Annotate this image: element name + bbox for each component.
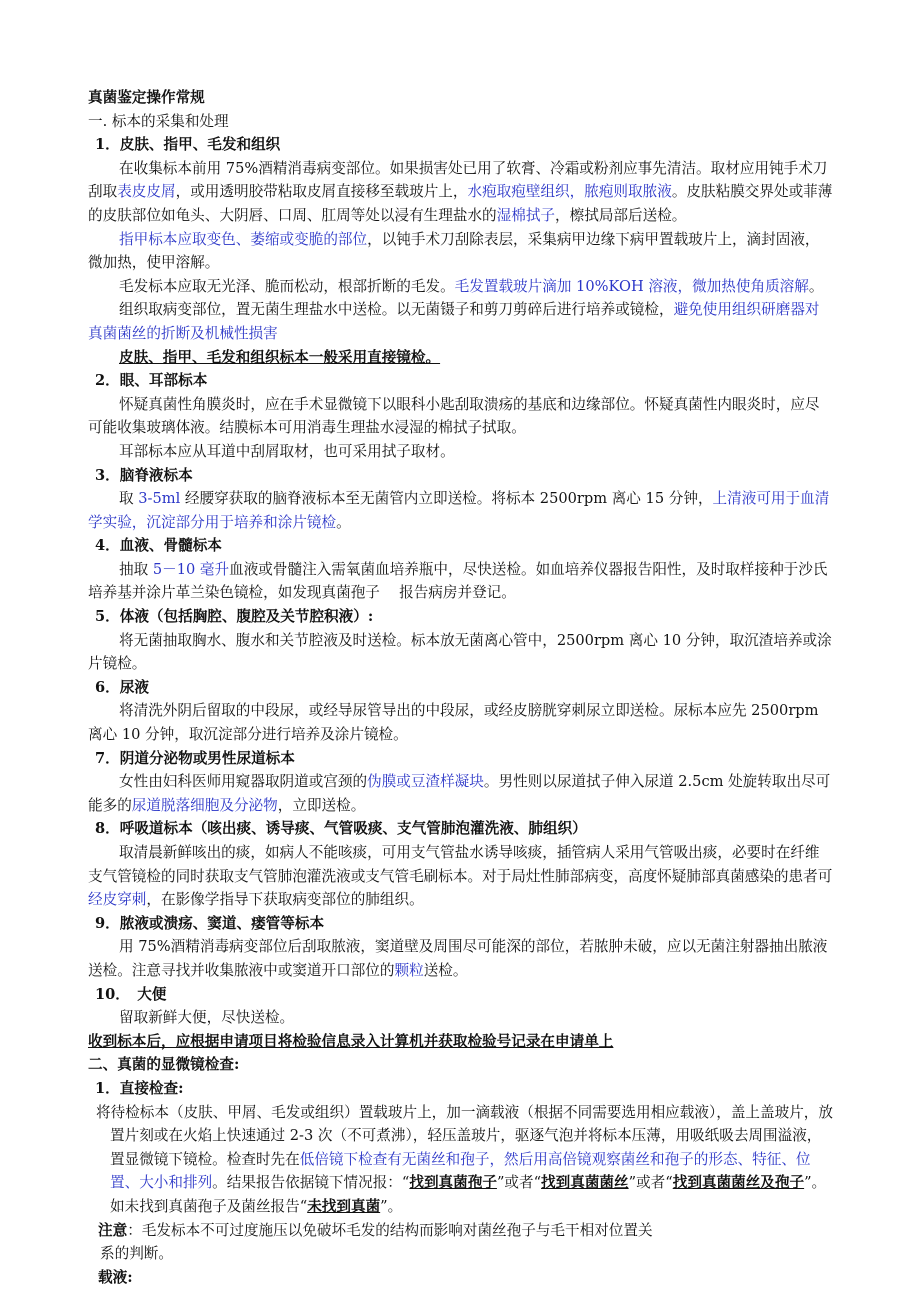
paragraph-csf: 取 3-5ml 经腰穿获取的脑脊液标本至无菌管内立即送检。将标本 2500rpm 离心 15 分钟，上清液可用于血清学实验，沉淀部分用于培养和涂片镜检。 xyxy=(88,490,830,531)
direct-exam-heading: 1．直接检查: xyxy=(95,1079,184,1097)
paragraph-hair: 毛发标本应取无光泽、脆而松动，根部折断的毛发。毛发置载玻片滴加 10%KOH 溶液，微加热使角质溶解。 xyxy=(119,277,824,295)
paragraph-pus: 用 75%酒精消毒病变部位后刮取脓液，窦道壁及周围尽可能深的部位，若脓肿未破，应以无菌注射器抽出脓液送检。注意寻找并收集脓液中或窦道开口部位的颗粒送检。 xyxy=(88,938,828,979)
document-page xyxy=(88,86,834,1289)
note-paragraph: 注意：毛发标本不可过度施压以免破坏毛发的结构而影响对菌丝孢子与毛干相对位置关 xyxy=(98,1221,653,1239)
subsection-5-heading: 5．体液（包括胸腔、腹腔及关节腔积液）: xyxy=(95,608,374,626)
paragraph-nail: 指甲标本应取变色、萎缩或变脆的部位，以钝手术刀刮除表层，采集病甲边缘下病甲置载玻片上，滴封固液，微加热，使甲溶解。 xyxy=(88,230,820,272)
document-title: 真菌鉴定操作常规 xyxy=(88,89,205,106)
subsection-9-heading: 9．脓液或溃疡、窦道、瘘管等标本 xyxy=(95,914,325,932)
subsection-7-heading: 7．阴道分泌物或男性尿道标本 xyxy=(95,749,295,767)
subsection-6-heading: 6．尿液 xyxy=(95,678,149,696)
paragraph-skin: 在收集标本前用 75%酒精消毒病变部位。如果损害处已用了软膏、冷霜或粉剂应事先清洁。取材应用钝手术刀刮取表皮皮屑，或用透明胶带粘取皮屑直接移至载玻片上，水疱取疱壁组织，脓疱则取脓液。皮肤粘膜交界处或菲薄的皮肤部位如龟头、大阴唇、口周、肛周等处以浸有生理盐水的湿棉拭子，檫拭局部后送检。 xyxy=(88,159,833,224)
subsection-8-heading: 8．呼吸道标本（咳出痰、诱导痰、气管吸痰、支气管肺泡灌洗液、肺组织） xyxy=(95,820,587,838)
note-paragraph-continued: 系的判断。 xyxy=(100,1245,173,1263)
paragraph-urine: 将清洗外阴后留取的中段尿，或经导尿管导出的中段尿，或经皮膀胱穿刺尿立即送检。尿标本应先 2500rpm 离心 10 分钟，取沉淀部分进行培养及涂片镜检。 xyxy=(88,702,819,744)
paragraph-eye: 怀疑真菌性角膜炎时，应在手术显微镜下以眼科小匙刮取溃疡的基底和边缘部位。怀疑真菌性内眼炎时，应尽可能收集玻璃体液。结膜标本可用消毒生理盐水浸湿的棉拭子拭取。 xyxy=(88,395,820,437)
summary-direct-microscopy: 皮肤、指甲、毛发和组织标本一般采用直接镜检。 xyxy=(119,348,441,366)
paragraph-stool: 留取新鲜大便，尽快送检。 xyxy=(119,1009,295,1027)
section-1-heading: 一. 标本的采集和处理 xyxy=(88,112,229,130)
carrier-liquid-heading: 载液: xyxy=(98,1268,133,1286)
section-2-heading: 二、真菌的显微镜检查: xyxy=(88,1056,240,1074)
subsection-4-heading: 4．血液、骨髓标本 xyxy=(95,537,222,555)
paragraph-direct-exam: 将待检标本（皮肤、甲屑、毛发或组织）置载玻片上，加一滴载液（根据不同需要选用相应载液），盖上盖玻片，放置片刻或在火焰上快速通过 2-3 次（不可煮沸），轻压盖玻片，驱逐气泡并将标本压薄，用吸纸吸去周围溢液，置显微镜下镜检。检查时先在低倍镜下检查有无菌丝和孢子，然后用高倍镜观察菌丝和孢子的形态、特征、位置、大小和排列。结果报告依据镜下情况报：“找到真菌孢子”或者“找到真菌菌丝”或者“找到真菌菌丝及孢子”。如未找到真菌孢子及菌丝报告“未找到真菌”。 xyxy=(96,1103,833,1215)
paragraph-vaginal: 女性由妇科医师用窥器取阴道或宫颈的伪膜或豆渣样凝块。男性则以尿道拭子伸入尿道 2.5cm 处旋转取出尽可能多的尿道脱落细胞及分泌物，立即送检。 xyxy=(88,773,831,814)
paragraph-respiratory: 取清晨新鲜咳出的痰，如病人不能咳痰，可用支气管盐水诱导咳痰，插管病人采用气管吸出痰，必要时在纤维支气管镜检的同时获取支气管肺泡灌洗液或支气管毛刷标本。对于局灶性肺部病变，高度怀疑肺部真菌感染的患者可经皮穿刺，在影像学指导下获取病变部位的肺组织。 xyxy=(88,844,833,909)
paragraph-body-fluid: 将无菌抽取胸水、腹水和关节腔液及时送检。标本放无菌离心管中，2500rpm 离心 10 分钟，取沉渣培养或涂片镜检。 xyxy=(88,631,832,673)
subsection-1-heading: 1．皮肤、指甲、毛发和组织 xyxy=(95,136,281,154)
subsection-3-heading: 3．脑脊液标本 xyxy=(95,466,193,484)
paragraph-blood: 抽取 5－10 毫升血液或骨髓注入需氧菌血培养瓶中，尽快送检。如血培养仪器报告阳性，及时取样接种于沙氏培养基并涂片革兰染色镜检，如发现真菌孢子 报告病房并登记。 xyxy=(88,560,828,602)
paragraph-tissue: 组织取病变部位，置无菌生理盐水中送检。以无菌镊子和剪刀剪碎后进行培养或镜检，避免使用组织研磨器对真菌菌丝的折断及机械性损害 xyxy=(88,301,820,342)
subsection-10-heading: 10． 大便 xyxy=(95,985,167,1003)
paragraph-ear: 耳部标本应从耳道中刮屑取材，也可采用拭子取材。 xyxy=(119,442,455,460)
specimen-registration-note: 收到标本后，应根据申请项目将检验信息录入计算机并获取检验号记录在申请单上 xyxy=(88,1032,614,1050)
subsection-2-heading: 2．眼、耳部标本 xyxy=(95,372,208,390)
